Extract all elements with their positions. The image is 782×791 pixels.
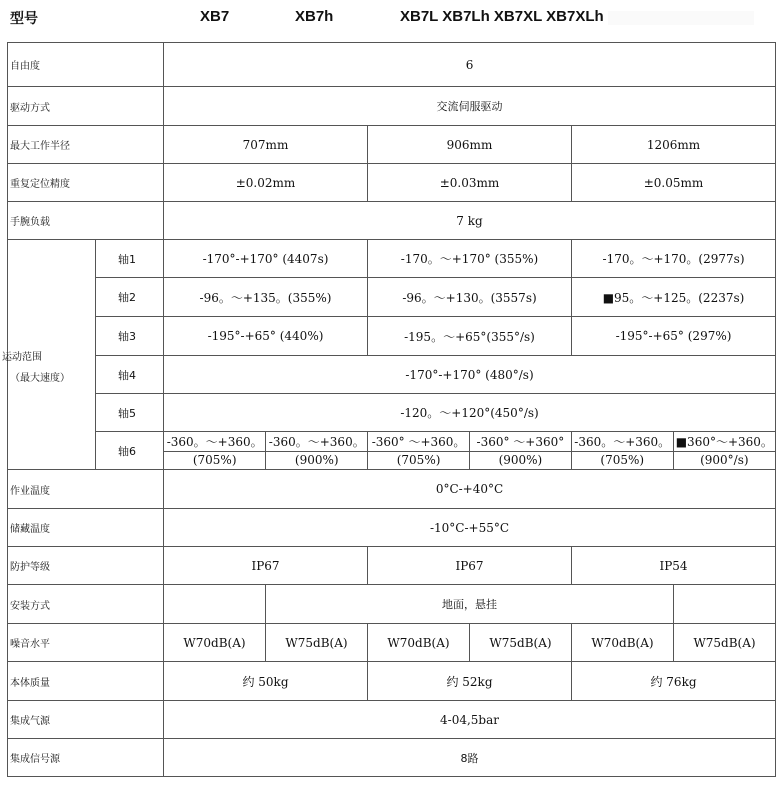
motion-range-label: 运动范围 — [2, 352, 42, 363]
label-axis3: 轴3 — [96, 317, 164, 356]
value-signal: 8路 — [164, 739, 776, 777]
value-repeat-3: ±0.05mm — [572, 164, 776, 202]
label-noise: 噪音水平 — [8, 624, 164, 662]
model-xb7h: XB7h — [295, 8, 334, 25]
row-op-temp — [8, 470, 776, 509]
label-drive: 驱动方式 — [8, 87, 164, 126]
value-axis3-3: -195°-+65° (297%) — [572, 317, 776, 356]
value-noise-3: W70dB(A) — [368, 624, 470, 662]
row-mounting — [8, 585, 776, 624]
row-protection — [8, 547, 776, 585]
label-protection: 防护等级 — [8, 547, 164, 585]
label-axis1: 轴1 — [96, 240, 164, 278]
value-protection-1: IP67 — [164, 547, 368, 585]
label-mounting: 安装方式 — [8, 585, 164, 624]
row-weight — [8, 662, 776, 701]
value-axis2-3: ■95。〜+125。(2237s) — [572, 278, 776, 317]
axis6-top-4: -360° 〜+360° — [469, 432, 571, 451]
label-dof: 自由度 — [8, 43, 164, 87]
label-axis5: 轴5 — [96, 394, 164, 432]
axis6-values — [164, 432, 776, 470]
value-weight-2: 约 52kg — [368, 662, 572, 701]
value-op-temp: 0°C-+40°C — [164, 470, 776, 509]
model-label: 型号 — [10, 11, 38, 27]
model-xb7l-group: XB7L XB7Lh XB7XL XB7XLh — [400, 8, 604, 25]
row-reach — [8, 126, 776, 164]
axis6-bottom-2: (900%) — [266, 451, 368, 469]
axis6-bottom-1: (705%) — [164, 451, 266, 469]
row-axis1 — [8, 240, 776, 278]
label-weight: 本体质量 — [8, 662, 164, 701]
value-protection-2: IP67 — [368, 547, 572, 585]
value-reach-3: 1206mm — [572, 126, 776, 164]
axis6-top-1: -360。〜+360。 — [164, 432, 266, 451]
axis6-top-5: -360。〜+360。 — [571, 432, 673, 451]
row-signal — [8, 739, 776, 777]
label-op-temp: 作业温度 — [8, 470, 164, 509]
value-weight-1: 约 50kg — [164, 662, 368, 701]
value-noise-6: W75dB(A) — [674, 624, 776, 662]
label-payload: 手腕负载 — [8, 202, 164, 240]
value-axis2-2: -96。〜+130。(3557s) — [368, 278, 572, 317]
value-axis3-1: -195°-+65° (440%) — [164, 317, 368, 356]
value-drive: 交流伺服驱动 — [164, 87, 776, 126]
value-axis1-2: -170。〜+170° (355%) — [368, 240, 572, 278]
value-axis1-1: -170°-+170° (4407s) — [164, 240, 368, 278]
value-axis2-1: -96。〜+135。(355%) — [164, 278, 368, 317]
value-dof: 6 — [164, 43, 776, 87]
value-reach-1: 707mm — [164, 126, 368, 164]
row-axis4 — [8, 356, 776, 394]
axis6-bottom-4: (900%) — [469, 451, 571, 469]
axis6-top-3: -360° 〜+360。 — [368, 432, 470, 451]
spec-table — [7, 42, 776, 777]
label-reach: 最大工作半径 — [8, 126, 164, 164]
value-axis4: -170°-+170° (480°/s) — [164, 356, 776, 394]
value-air: 4-04,5bar — [164, 701, 776, 739]
label-repeat: 重复定位精度 — [8, 164, 164, 202]
header-blank-bar — [608, 11, 754, 25]
row-axis5 — [8, 394, 776, 432]
value-store-temp: -10°C-+55°C — [164, 509, 776, 547]
value-noise-2: W75dB(A) — [266, 624, 368, 662]
label-signal: 集成信号源 — [8, 739, 164, 777]
row-axis3 — [8, 317, 776, 356]
row-repeat — [8, 164, 776, 202]
value-weight-3: 约 76kg — [572, 662, 776, 701]
row-air — [8, 701, 776, 739]
value-mounting: 地面，悬挂 — [266, 585, 674, 624]
label-axis2: 轴2 — [96, 278, 164, 317]
row-noise — [8, 624, 776, 662]
value-noise-5: W70dB(A) — [572, 624, 674, 662]
motion-max-speed-label: （最大速度） — [10, 373, 70, 384]
row-payload — [8, 202, 776, 240]
axis6-bottom-5: (705%) — [571, 451, 673, 469]
value-noise-4: W75dB(A) — [470, 624, 572, 662]
value-repeat-1: ±0.02mm — [164, 164, 368, 202]
value-axis1-3: -170。〜+170。(2977s) — [572, 240, 776, 278]
row-store-temp — [8, 509, 776, 547]
label-axis6: 轴6 — [96, 432, 164, 470]
value-noise-1: W70dB(A) — [164, 624, 266, 662]
model-xb7: XB7 — [200, 8, 230, 25]
value-axis3-2: -195。〜+65°(355°/s) — [368, 317, 572, 356]
value-reach-2: 906mm — [368, 126, 572, 164]
mounting-blank-1 — [164, 585, 266, 624]
axis6-top-6: ■360°〜+360。 — [673, 432, 775, 451]
label-axis4: 轴4 — [96, 356, 164, 394]
value-payload: 7 kg — [164, 202, 776, 240]
value-axis5: -120。〜+120°(450°/s) — [164, 394, 776, 432]
row-dof — [8, 43, 776, 87]
label-store-temp: 储藏温度 — [8, 509, 164, 547]
axis6-bottom-6: (900°/s) — [673, 451, 775, 469]
axis6-bottom-3: (705%) — [368, 451, 470, 469]
row-axis2 — [8, 278, 776, 317]
value-repeat-2: ±0.03mm — [368, 164, 572, 202]
value-protection-3: IP54 — [572, 547, 776, 585]
axis6-top-2: -360。〜+360。 — [266, 432, 368, 451]
label-air: 集成气源 — [8, 701, 164, 739]
row-axis6 — [8, 432, 776, 470]
row-drive — [8, 87, 776, 126]
mounting-blank-2 — [674, 585, 776, 624]
